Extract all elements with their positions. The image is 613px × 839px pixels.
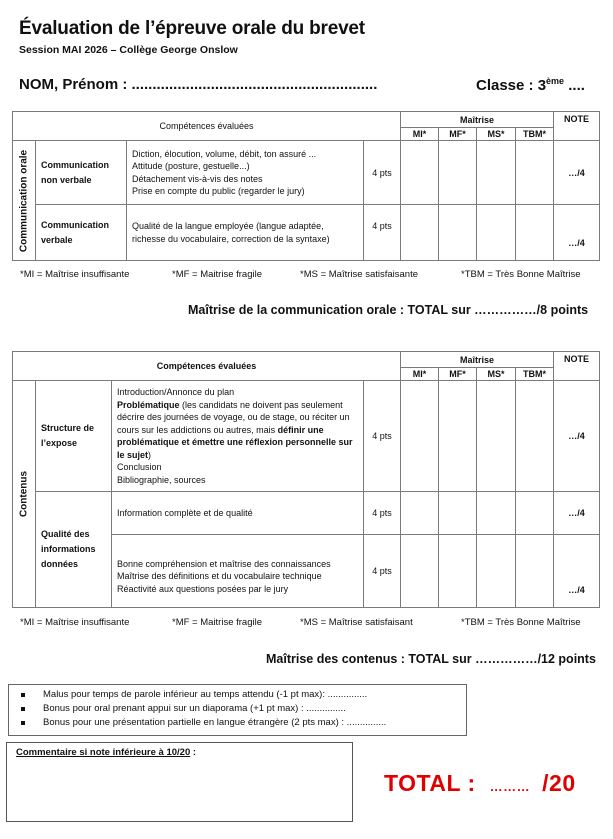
ms-checkbox-cell[interactable] <box>477 535 516 608</box>
category-label: Communication verbale <box>36 205 127 261</box>
header-competences: Compétences évaluées <box>13 112 401 141</box>
mf-checkbox-cell[interactable] <box>439 205 477 261</box>
table-row <box>13 205 600 261</box>
session-info: Session MAI 2026 – Collège George Onslow <box>19 44 238 56</box>
legend-mf: *MF = Maitrise fragile <box>172 617 263 628</box>
name-field[interactable]: NOM, Prénom : ........................................................... <box>19 76 378 93</box>
class-label: Classe : 3 <box>476 77 547 94</box>
points-value: 4 pts <box>364 492 401 535</box>
ms-checkbox-cell[interactable] <box>477 381 516 492</box>
points-value: 4 pts <box>364 205 401 261</box>
note-field[interactable]: …/4 <box>554 141 600 205</box>
oral-communication-table <box>12 111 600 261</box>
class-value: .... <box>564 77 585 94</box>
note-field[interactable]: …/4 <box>554 535 600 608</box>
legend-mi: *MI = Maîtrise insuffisante <box>20 269 130 280</box>
ms-checkbox-cell[interactable] <box>477 205 516 261</box>
mf-checkbox-cell[interactable] <box>439 141 477 205</box>
category-label: Communication non verbale <box>36 141 127 205</box>
mi-checkbox-cell[interactable] <box>401 535 439 608</box>
document-title: Évaluation de l’épreuve orale du brevet <box>19 18 365 39</box>
grand-total-value[interactable]: ……… <box>489 779 531 794</box>
ms-checkbox-cell[interactable] <box>477 141 516 205</box>
note-field[interactable]: …/4 <box>554 381 600 492</box>
points-value: 4 pts <box>364 381 401 492</box>
mf-checkbox-cell[interactable] <box>439 492 477 535</box>
header-mi: MI* <box>401 368 439 381</box>
header-maitrise: Maîtrise <box>401 112 554 128</box>
tbm-checkbox-cell[interactable] <box>516 492 554 535</box>
table-row <box>13 381 600 492</box>
points-value: 4 pts <box>364 535 401 608</box>
ms-checkbox-cell[interactable] <box>477 492 516 535</box>
malus-item[interactable]: Malus pour temps de parole inférieur au temps attendu (-1 pt max): ............... <box>43 688 466 702</box>
grand-total-max: /20 <box>542 770 576 796</box>
table-row <box>13 492 600 535</box>
legend-tbm: *TBM = Très Bonne Maîtrise <box>461 269 581 280</box>
section-label: Communication orale <box>13 141 36 261</box>
header-tbm: TBM* <box>516 368 554 381</box>
legend-ms: *MS = Maîtrise satisfaisante <box>300 269 419 280</box>
criteria-description: Bonne compréhension et maîtrise des connaissances Maîtrise des définitions et du vocabulaire technique Réactivité aux questions posées par le jury <box>112 535 364 608</box>
note-field[interactable]: …/4 <box>554 205 600 261</box>
legend-tbm: *TBM = Très Bonne Maîtrise <box>461 617 581 628</box>
header-ms: MS* <box>477 128 516 141</box>
legend-mf: *MF = Maitrise fragile <box>172 269 263 280</box>
criteria-description: Information complète et de qualité <box>112 492 364 535</box>
header-note: NOTE <box>554 112 600 141</box>
comment-box[interactable] <box>6 742 353 822</box>
class-sup: ème <box>546 76 565 86</box>
mf-checkbox-cell[interactable] <box>439 381 477 492</box>
bonus-diaporama-item[interactable]: Bonus pour oral prenant appui sur un diaporama (+1 pt max) : ............... <box>43 702 466 716</box>
table-row <box>13 141 600 205</box>
header-mf: MF* <box>439 368 477 381</box>
legend-ms: *MS = Maîtrise satisfaisant <box>300 617 413 628</box>
mf-checkbox-cell[interactable] <box>439 535 477 608</box>
oral-total[interactable]: Maîtrise de la communication orale : TOTAL sur ……………/8 points <box>188 303 589 317</box>
mi-checkbox-cell[interactable] <box>401 141 439 205</box>
header-competences: Compétences évaluées <box>13 352 401 381</box>
bonus-foreign-language-item[interactable]: Bonus pour une présentation partielle en langue étrangère (2 pts max) : ............... <box>43 716 466 730</box>
legend-mi: *MI = Maîtrise insuffisante <box>20 617 130 628</box>
tbm-checkbox-cell[interactable] <box>516 141 554 205</box>
category-label: Qualité des informations données <box>36 492 112 608</box>
tbm-checkbox-cell[interactable] <box>516 205 554 261</box>
header-note: NOTE <box>554 352 600 381</box>
mi-checkbox-cell[interactable] <box>401 205 439 261</box>
header-tbm: TBM* <box>516 128 554 141</box>
header-mi: MI* <box>401 128 439 141</box>
section-label: Contenus <box>13 381 36 608</box>
tbm-checkbox-cell[interactable] <box>516 535 554 608</box>
grand-total-label: TOTAL : <box>384 770 476 796</box>
grand-total[interactable] <box>384 770 576 797</box>
note-field[interactable]: …/4 <box>554 492 600 535</box>
criteria-description: Diction, élocution, volume, débit, ton assuré ... Attitude (posture, gestuelle...) Détachement vis-à-vis des notes Prise en compte du public (regarder le jury) <box>127 141 364 205</box>
content-total[interactable]: Maîtrise des contenus : TOTAL sur ……………/12 points <box>266 652 596 666</box>
content-table <box>12 351 600 608</box>
points-value: 4 pts <box>364 141 401 205</box>
class-field[interactable] <box>476 76 585 94</box>
tbm-checkbox-cell[interactable] <box>516 381 554 492</box>
bonus-malus-box <box>8 684 467 736</box>
criteria-description: Introduction/Annonce du plan Problématique (les candidats ne doivent pas seulement décrire des journées de voyage, ou de stage, ou réciter un cours sur les addictions ou autres, mais définir une problématique et émettre une réflexion personnelle sur le sujet) Conclusion Bibliographie, sources <box>112 381 364 492</box>
comment-label: Commentaire si note inférieure à 10/20 : <box>16 747 197 758</box>
criteria-description: Qualité de la langue employée (langue adaptée, richesse du vocabulaire, correction de la syntaxe) <box>127 205 364 261</box>
mi-checkbox-cell[interactable] <box>401 492 439 535</box>
header-maitrise: Maîtrise <box>401 352 554 368</box>
category-label: Structure de l’expose <box>36 381 112 492</box>
header-ms: MS* <box>477 368 516 381</box>
mi-checkbox-cell[interactable] <box>401 381 439 492</box>
header-mf: MF* <box>439 128 477 141</box>
